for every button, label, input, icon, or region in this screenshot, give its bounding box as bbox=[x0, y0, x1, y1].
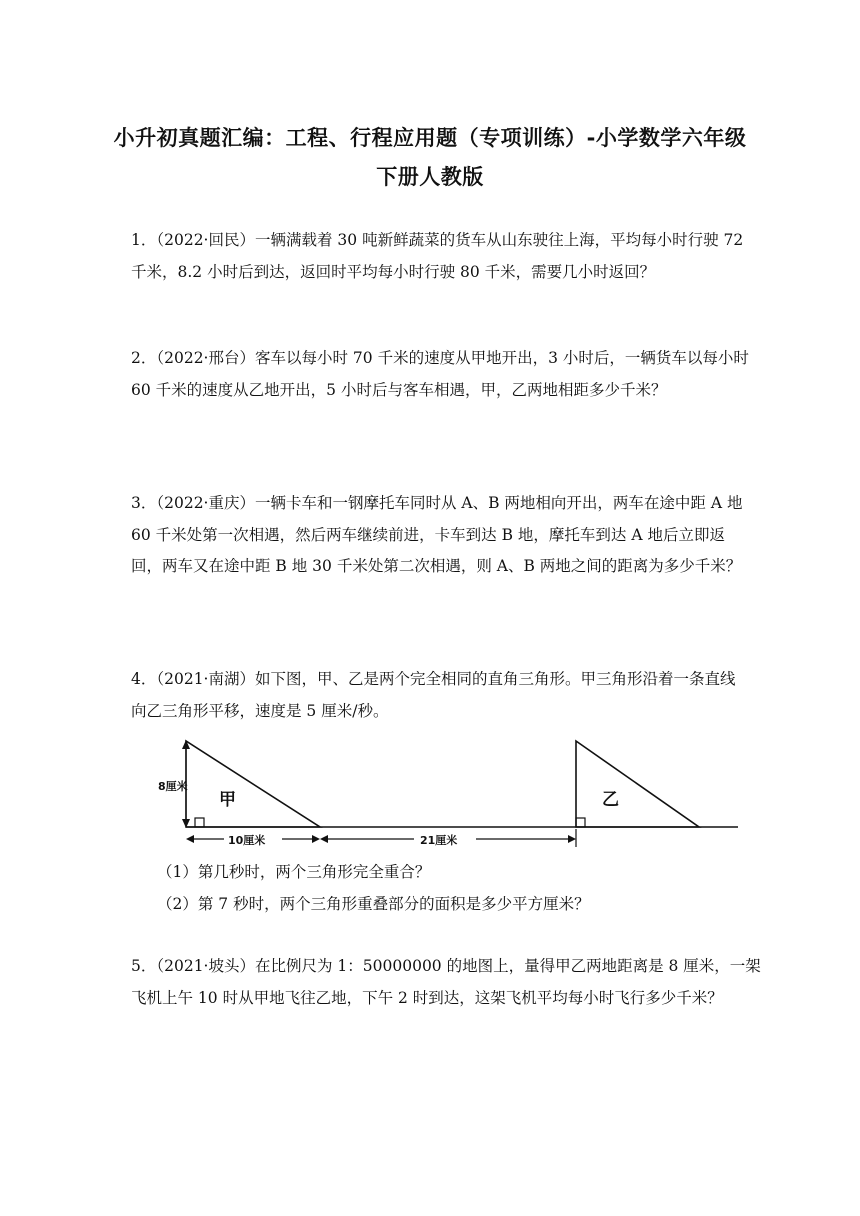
question-1-line-2: 千米，8.2 小时后到达，返回时平均每小时行驶 80 千米，需要几小时返回？ bbox=[131, 263, 656, 281]
height-arrow-top bbox=[182, 740, 190, 749]
question-1-line-1: 1．（2022·回民）一辆满载着 30 吨新鲜蔬菜的货车从山东驶往上海，平均每小时行驶 72 bbox=[131, 231, 744, 249]
triangle-b bbox=[576, 741, 699, 827]
base-arrow-right bbox=[312, 835, 320, 843]
gap-arrow-left bbox=[320, 835, 328, 843]
question-3-line-1: 3．（2022·重庆）一辆卡车和一钢摩托车同时从 A、B 两地相向开出，两车在途中距 A 地 bbox=[131, 494, 743, 512]
page-title-line-1: 小升初真题汇编：工程、行程应用题（专项训练）-小学数学六年级 bbox=[113, 126, 747, 150]
gap-label: 21厘米 bbox=[420, 834, 458, 847]
question-4-line-1: 4．（2021·南湖）如下图，甲、乙是两个完全相同的直角三角形。甲三角形沿着一条直线 bbox=[131, 670, 736, 688]
question-3-line-3: 回，两车又在途中距 B 地 30 千米处第二次相遇，则 A、B 两地之间的距离为多少千米？ bbox=[131, 557, 742, 575]
question-5-line-2: 飞机上午 10 时从甲地飞往乙地，下午 2 时到达，这架飞机平均每小时飞行多少千米？ bbox=[131, 989, 723, 1007]
question-2-line-2: 60 千米的速度从乙地开出，5 小时后与客车相遇，甲，乙两地相距多少千米？ bbox=[131, 381, 667, 399]
question-4-subquestion-1: （1）第几秒时，两个三角形完全重合？ bbox=[157, 863, 431, 881]
triangle-a-right-angle bbox=[195, 818, 204, 827]
question-4-subquestion-2: （2）第 7 秒时，两个三角形重叠部分的面积是多少平方厘米？ bbox=[157, 895, 590, 913]
question-2-line-1: 2．（2022·邢台）客车以每小时 70 千米的速度从甲地开出，3 小时后，一辆货车以每小时 bbox=[131, 349, 749, 367]
triangle-b-label: 乙 bbox=[602, 790, 619, 810]
height-label: 8厘米 bbox=[158, 780, 188, 793]
question-3-line-2: 60 千米处第一次相遇，然后两车继续前进，卡车到达 B 地，摩托车到达 A 地后立即返 bbox=[131, 526, 725, 544]
question-4-line-2: 向乙三角形平移，速度是 5 厘米/秒。 bbox=[131, 702, 389, 720]
triangle-translation-figure bbox=[150, 735, 750, 850]
base-arrow-left bbox=[186, 835, 194, 843]
question-5-line-1: 5．（2021·坡头）在比例尺为 1：50000000 的地图上，量得甲乙两地距离是 8 厘米，一架 bbox=[131, 957, 761, 975]
triangle-a bbox=[186, 741, 320, 827]
page-title-line-2: 下册人教版 bbox=[376, 165, 484, 189]
triangle-b-right-angle bbox=[576, 818, 585, 827]
base-label: 10厘米 bbox=[228, 834, 266, 847]
gap-arrow-right bbox=[568, 835, 576, 843]
triangle-a-label: 甲 bbox=[219, 790, 236, 810]
